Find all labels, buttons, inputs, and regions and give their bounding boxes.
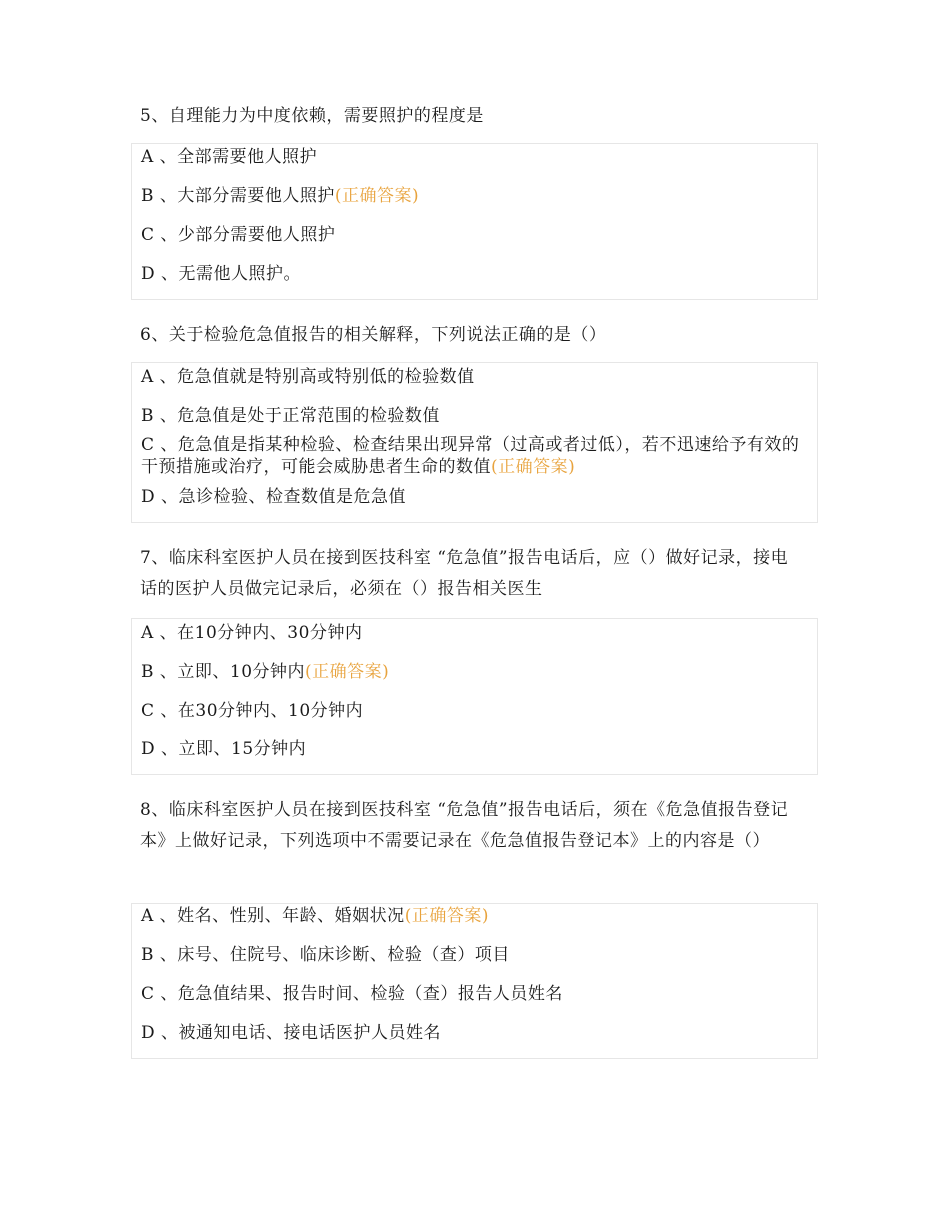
option-d[interactable]: D 、立即、15分钟内 xyxy=(141,739,307,759)
option-c[interactable]: C 、在30分钟内、10分钟内 xyxy=(141,701,364,721)
option-c[interactable]: C 、危急值是指某种检验、检查结果出现异常（过高或者过低），若不迅速给予有效的干预措施或治疗，可能会威胁患者生命的数值(正确答案) xyxy=(141,435,800,477)
correct-answer-mark: (正确答案) xyxy=(404,906,489,926)
option-d[interactable]: D 、急诊检验、检查数值是危急值 xyxy=(141,487,407,507)
question-8-options xyxy=(131,903,818,1059)
option-b[interactable]: B 、床号、住院号、临床诊断、检验（查）项目 xyxy=(141,945,510,965)
option-b[interactable]: B 、危急值是处于正常范围的检验数值 xyxy=(141,406,440,426)
question-7-stem: 7、临床科室医护人员在接到医技科室 “危急值”报告电话后，应（）做好记录，接电话的医护人员做完记录后，必须在（）报告相关医生 xyxy=(140,548,789,599)
question-5-stem: 5、自理能力为中度依赖，需要照护的程度是 xyxy=(140,106,484,126)
option-a[interactable]: A 、危急值就是特别高或特别低的检验数值 xyxy=(141,367,475,387)
option-a[interactable]: A 、在10分钟内、30分钟内 xyxy=(141,623,363,643)
correct-answer-mark: (正确答案) xyxy=(305,662,390,682)
question-7-options xyxy=(131,618,818,775)
correct-answer-mark: (正确答案) xyxy=(491,457,576,477)
option-c[interactable]: C 、少部分需要他人照护 xyxy=(141,225,336,245)
option-d[interactable]: D 、被通知电话、接电话医护人员姓名 xyxy=(141,1023,442,1043)
correct-answer-mark: (正确答案) xyxy=(334,186,420,206)
question-8-stem: 8、临床科室医护人员在接到医技科室 “危急值”报告电话后，须在《危急值报告登记本》上做好记录，下列选项中不需要记录在《危急值报告登记本》上的内容是（） xyxy=(140,800,789,851)
option-c[interactable]: C 、危急值结果、报告时间、检验（查）报告人员姓名 xyxy=(141,984,563,1004)
option-b[interactable]: B 、立即、10分钟内(正确答案) xyxy=(141,662,390,682)
question-6-stem: 6、关于检验危急值报告的相关解释，下列说法正确的是（） xyxy=(140,325,607,345)
option-d[interactable]: D 、无需他人照护。 xyxy=(141,264,302,284)
option-a[interactable]: A 、姓名、性别、年龄、婚姻状况(正确答案) xyxy=(141,906,489,926)
option-b[interactable]: B 、大部分需要他人照护(正确答案) xyxy=(141,186,420,206)
question-6-options xyxy=(131,362,818,523)
option-a[interactable]: A 、全部需要他人照护 xyxy=(141,147,318,167)
question-5-options xyxy=(131,143,818,300)
